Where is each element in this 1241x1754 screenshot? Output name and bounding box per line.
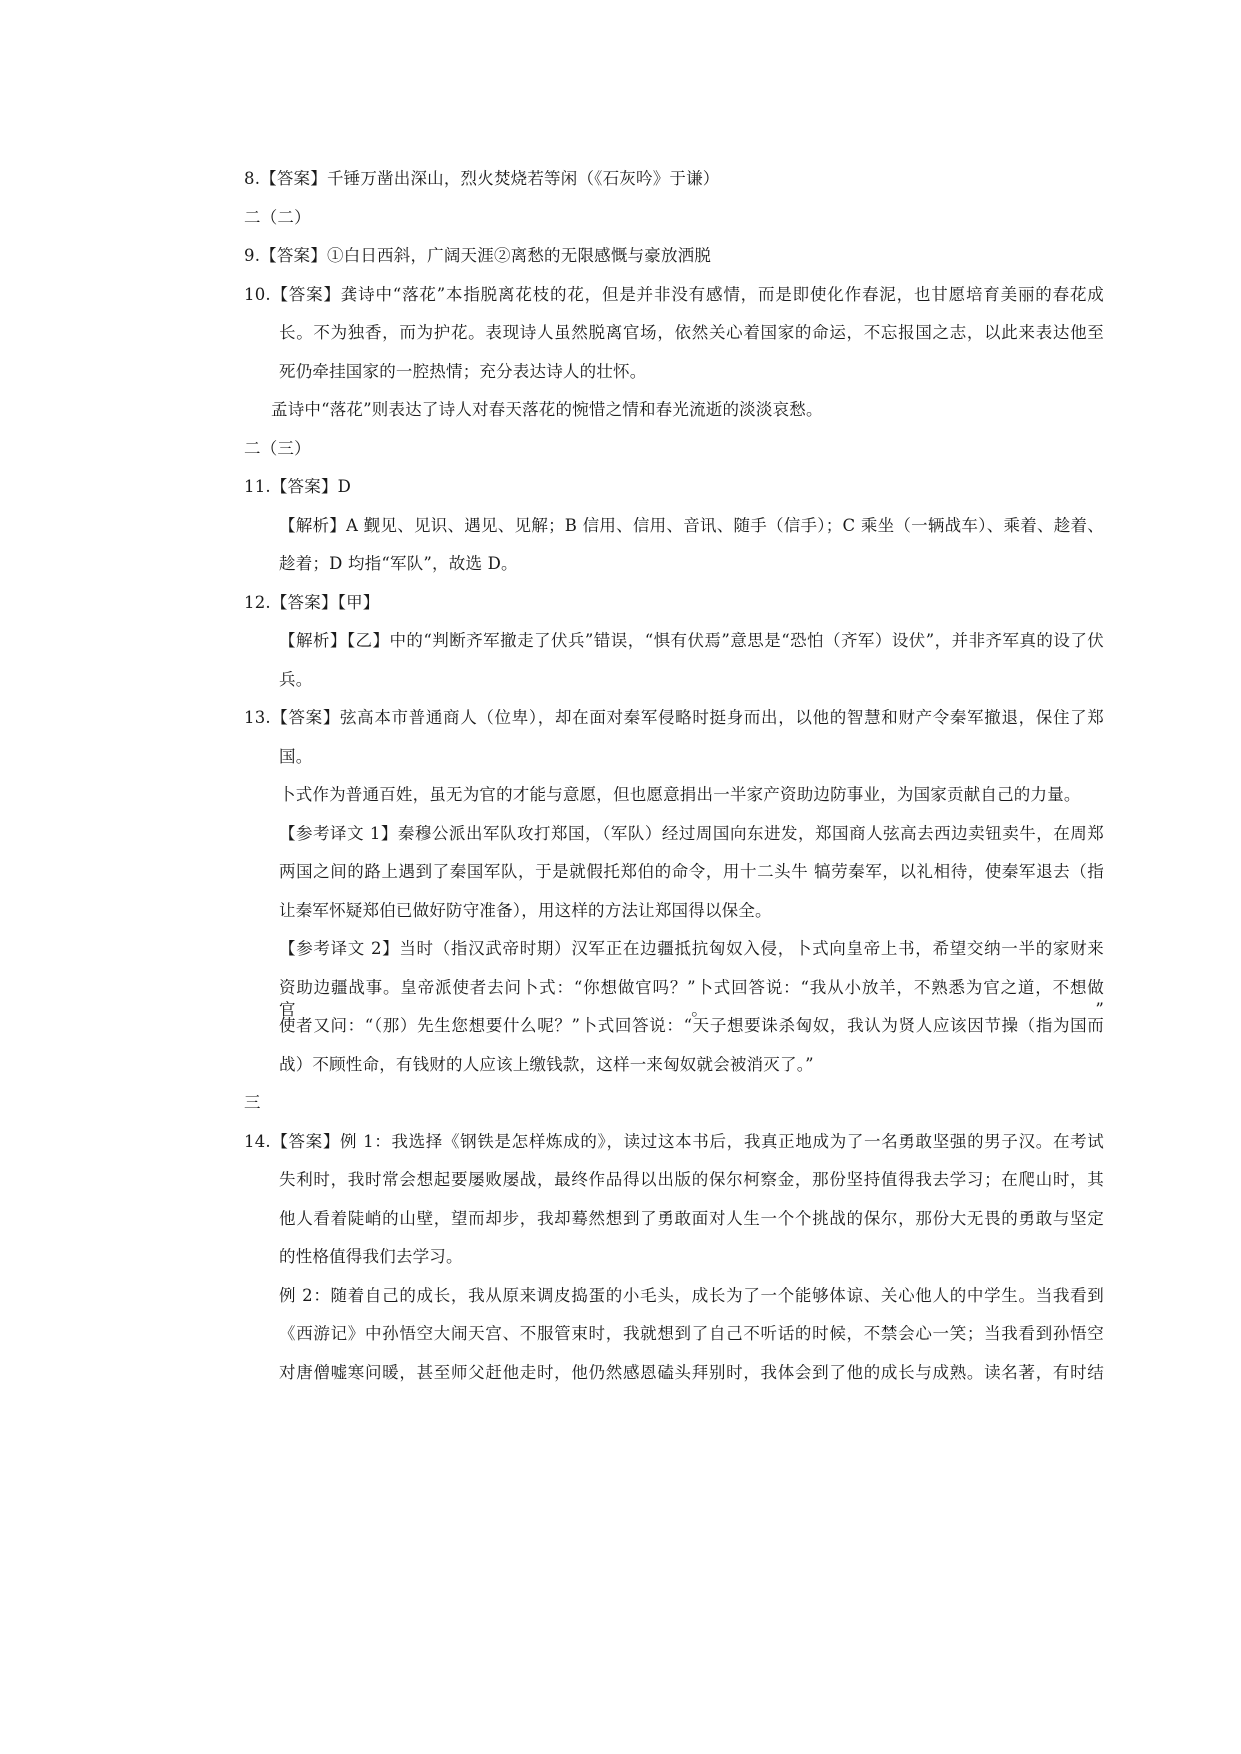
section-heading-2-2: 二（二） xyxy=(244,208,311,227)
answer-14-line-1: 14.【答案】例 1：我选择《钢铁是怎样炼成的》，读过这本书后，我真正地成为了一名勇敢坚强的男子汉。在考试 xyxy=(244,1132,1104,1151)
answer-13-line-2: 国。 xyxy=(279,747,313,766)
answer-14-line-2: 失利时，我时常会想起要屡败屡战，最终作品得以出版的保尔柯察金，那份坚持值得我去学习；在爬山时，其 xyxy=(279,1170,1104,1189)
answer-14-line-7: 对唐僧嘘寒问暖，甚至师父赶他走时，他仍然感恩磕头拜别时，我体会到了他的成长与成熟。读名著，有时结 xyxy=(279,1363,1104,1382)
answer-8: 8.【答案】千锤万凿出深山，烈火焚烧若等闲（《石灰吟》于谦） xyxy=(244,169,720,188)
answer-12: 12.【答案】【甲】 xyxy=(244,593,380,612)
answer-9: 9.【答案】①白日西斜，广阔天涯②离愁的无限感慨与豪放洒脱 xyxy=(244,246,712,265)
answer-14-line-5: 例 2：随着自己的成长，我从原来调皮捣蛋的小毛头，成长为了一个能够体谅、关心他人的中学生。当我看到 xyxy=(279,1286,1104,1305)
answer-10-line-2: 长。不为独香，而为护花。表现诗人虽然脱离官场，依然关心着国家的命运，不忘报国之志，以此来表达他至 xyxy=(279,323,1104,342)
translation-1-line-3: 让秦军怀疑郑伯已做好防守准备），用这样的方法让郑国得以保全。 xyxy=(279,901,772,920)
translation-1-line-2: 两国之间的路上遇到了秦国军队，于是就假托郑伯的命令，用十二头牛 犒劳秦军，以礼相待，使秦军退去（指 xyxy=(279,862,1104,881)
answer-13-line-3: 卜式作为普通百姓，虽无为官的才能与意愿，但也愿意捐出一半家产资助边防事业，为国家贡献自己的力量。 xyxy=(279,785,1081,804)
answer-10-line-4: 孟诗中“落花”则表达了诗人对春天落花的惋惜之情和春光流逝的淡淡哀愁。 xyxy=(271,400,823,419)
analysis-11-line-1: 【解析】A 觐见、见识、遇见、见解；B 信用、信用、音讯、随手（信手）；C 乘坐（一辆战车）、乘着、趁着、 xyxy=(279,516,1104,535)
section-heading-2-3: 二（三） xyxy=(244,439,311,458)
answer-10-line-3: 死仍牵挂国家的一腔热情；充分表达诗人的壮怀。 xyxy=(279,362,647,381)
analysis-12-line-1: 【解析】【乙】中的“判断齐军撤走了伏兵”错误，“惧有伏焉”意思是“恐怕（齐军）设伏”，并非齐军真的设了伏 xyxy=(279,631,1104,650)
answer-10-line-1: 10.【答案】龚诗中“落花”本指脱离花枝的花，但是并非没有感情，而是即使化作春泥，也甘愿培育美丽的春花成 xyxy=(244,285,1104,304)
answer-14-line-4: 的性格值得我们去学习。 xyxy=(279,1247,463,1266)
answer-14-line-6: 《西游记》中孙悟空大闹天宫、不服管束时，我就想到了自己不听话的时候，不禁会心一笑；当我看到孙悟空 xyxy=(279,1324,1104,1343)
answer-13-line-1: 13.【答案】弦高本市普通商人（位卑），却在面对秦军侵略时挺身而出，以他的智慧和财产令秦军撤退，保住了郑 xyxy=(244,708,1104,727)
section-heading-3: 三 xyxy=(244,1093,261,1112)
translation-2-line-1: 【参考译文 2】当时（指汉武帝时期）汉军正在边疆抵抗匈奴入侵，卜式向皇帝上书，希望交纳一半的家财来 xyxy=(279,939,1104,958)
translation-1-line-1: 【参考译文 1】秦穆公派出军队攻打郑国，（军队）经过周国向东进发，郑国商人弦高去西边卖钮卖牛，在周郑 xyxy=(279,824,1104,843)
analysis-12-line-2: 兵。 xyxy=(279,670,313,689)
translation-2-line-2: 资助边疆战事。皇帝派使者去问卜式：“你想做官吗？”卜式回答说：“我从小放羊，不熟悉为官之道，不想做官。” xyxy=(279,978,1104,1019)
translation-2-line-4: 战）不顾性命，有钱财的人应该上缴钱款，这样一来匈奴就会被消灭了。” xyxy=(279,1055,814,1074)
translation-2-line-3: 使者又问：“（那）先生您想要什么呢？”卜式回答说：“天子想要诛杀匈奴，我认为贤人应该因节操（指为国而 xyxy=(279,1016,1104,1035)
answer-14-line-3: 他人看着陡峭的山壁，望而却步，我却蓦然想到了勇敢面对人生一个个挑战的保尔，那份大无畏的勇敢与坚定 xyxy=(279,1209,1104,1228)
analysis-11-line-2: 趁着；D 均指“军队”，故选 D。 xyxy=(279,554,518,573)
answer-11: 11.【答案】D xyxy=(244,477,352,496)
